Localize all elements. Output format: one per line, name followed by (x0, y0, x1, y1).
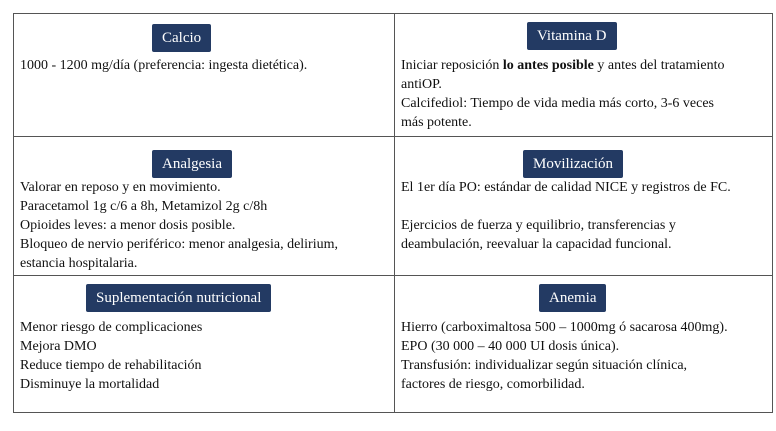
analgesia-line-4: Bloqueo de nervio periférico: menor analgesia, delirium, (20, 237, 339, 252)
anemia-line-3: Transfusión: individualizar según situación clínica, (401, 358, 688, 373)
suplementacion-title: Suplementación nutricional (86, 284, 271, 312)
movilizacion-line-2: Ejercicios de fuerza y equilibrio, transferencias y (401, 218, 676, 233)
vitamina-d-title: Vitamina D (527, 22, 617, 50)
vitamina-d-line-1 (401, 56, 725, 75)
vitamina-d-line-1-pre: Iniciar reposición (401, 58, 503, 73)
suplementacion-line-2: Mejora DMO (20, 339, 97, 354)
anemia-title: Anemia (539, 284, 606, 312)
analgesia-line-5: estancia hospitalaria. (20, 256, 138, 271)
cell-vitamina-d (395, 14, 774, 136)
analgesia-line-1: Valorar en reposo y en movimiento. (20, 180, 221, 195)
summary-table (13, 13, 773, 413)
cell-movilizacion (395, 137, 774, 275)
suplementacion-line-1: Menor riesgo de complicaciones (20, 320, 203, 335)
calcio-title: Calcio (152, 24, 211, 52)
suplementacion-line-4: Disminuye la mortalidad (20, 377, 160, 392)
vitamina-d-line-1-post: y antes del tratamiento (593, 58, 725, 73)
vitamina-d-line-4: más potente. (401, 115, 472, 130)
vitamina-d-line-1-bold: lo antes posible (502, 58, 594, 73)
movilizacion-title: Movilización (523, 150, 623, 178)
anemia-line-1: Hierro (carboximaltosa 500 – 1000mg ó sacarosa 400mg). (401, 320, 728, 335)
cell-calcio (14, 14, 394, 136)
cell-anemia (395, 276, 774, 414)
cell-suplementacion (14, 276, 394, 414)
movilizacion-line-3: deambulación, reevaluar la capacidad funcional. (401, 237, 672, 252)
vitamina-d-line-2: antiOP. (401, 77, 442, 92)
calcio-line-1: 1000 - 1200 mg/día (preferencia: ingesta dietética). (20, 58, 308, 73)
movilizacion-line-1: El 1er día PO: estándar de calidad NICE y registros de FC. (401, 180, 731, 195)
suplementacion-line-3: Reduce tiempo de rehabilitación (20, 358, 202, 373)
vitamina-d-line-3: Calcifediol: Tiempo de vida media más corto, 3-6 veces (401, 96, 714, 111)
anemia-line-2: EPO (30 000 – 40 000 UI dosis única). (401, 339, 620, 354)
analgesia-line-3: Opioides leves: a menor dosis posible. (20, 218, 236, 233)
analgesia-line-2: Paracetamol 1g c/6 a 8h, Metamizol 2g c/8h (20, 199, 268, 214)
anemia-line-4: factores de riesgo, comorbilidad. (401, 377, 585, 392)
analgesia-title: Analgesia (152, 150, 232, 178)
cell-analgesia (14, 137, 394, 275)
